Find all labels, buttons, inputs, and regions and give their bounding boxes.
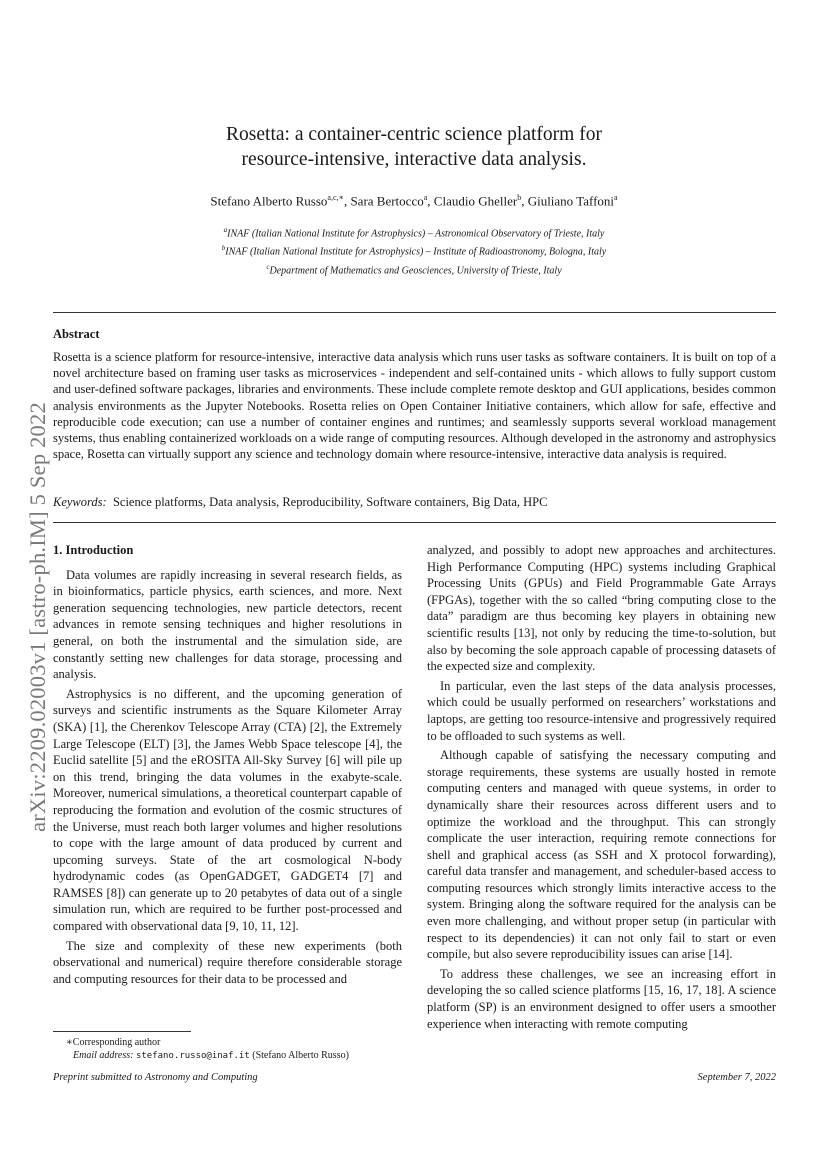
abstract-text: Rosetta is a science platform for resource-intensive, interactive data analysis which runs user tasks as software containers. It is built on top of a novel architecture based on framing user tasks as microservices - independent and self-contained units - which allows to fully support custom and user-defined software packages, libraries and environments. These include complete remote desktop and GUI applications, besides common analysis environments as the Jupyter Notebooks. Rosetta relies on Open Container Initiative containers, which allow for safe, effective and reproducible code execution; can use a number of container engines and runtimes; and seamlessly supports several workload management systems, thus enabling containerized workloads on a wide range of computing resources. Although developed in the astronomy and astrophysics space, Rosetta can virtually support any science and technology domain where resource-intensive, interactive data analysis is required.	[53, 350, 776, 462]
abstract-divider	[53, 522, 776, 523]
affiliation-a: $^a$INAF (Italian National Institute for Astrophysics) – Astronomical Observatory of Trieste, Italy	[223, 226, 605, 240]
footnote-divider	[53, 1031, 191, 1032]
arxiv-side-stamp	[18, 350, 58, 885]
email-owner: (Stefano Alberto Russo)	[252, 1050, 349, 1061]
abstract-heading: Abstract	[53, 327, 100, 341]
affiliation-c: $^c$Department of Mathematics and Geosciences, University of Trieste, Italy	[266, 262, 562, 276]
top-divider	[53, 312, 776, 313]
paragraph: Astrophysics is no different, and the upcoming generation of surveys and scientific instruments as the Square Kilometer Array (SKA) [1], the Cherenkov Telescope Array (CTA) [2], the Extremely Large Telescope (ELT) [3], the James Webb Space telescope [4], the Euclid satellite [5] and the eROSITA All-Sky Survey [6] will pile up on this trend, bringing the data volumes in the exabyte-scale. Moreover, numerical simulations, a theoretical counterpart capable of reproducing the formation and evolution of the cosmic structures of the Universe, must reach both larger volumes and higher resolutions to cope with the large amount of data produced by current and upcoming surveys. State of the art cosmological N-body hydrodynamic codes (as OpenGADGET, GADGET4 [7] and RAMSES [8]) can generate up to 20 petabytes of data out of a single simulation run, which are required to be further post-processed and compared with observational data [9, 10, 11, 12].	[53, 686, 402, 934]
affiliation-b: $^b$INAF (Italian National Institute for Astrophysics) – Institute of Radioastronomy, Bologna, Italy	[221, 244, 607, 258]
author-1-marks[interactable]: a,c,∗	[327, 193, 344, 202]
author-1: Stefano Alberto Russo	[210, 193, 328, 209]
email-link[interactable]: stefano.russo@inaf.it	[135, 1051, 250, 1061]
footer-date: September 7, 2022	[697, 1072, 776, 1083]
section-heading-introduction: 1. Introduction	[53, 543, 134, 557]
author-3-marks[interactable]: b	[517, 193, 522, 202]
author-4: , Giuliano Taffoni	[521, 193, 615, 209]
paragraph: Although capable of satisfying the necessary computing and storage requirements, these systems are usually hosted in remote computing centers and managed with queue systems, in order to dynamically share their resources across different users and to optimize the workload and the throughput. This can strongly complicate the user interaction, requiring remote connections for shell and graphical access (as SSH and X protocol forwarding), careful data transfer and management, and scheduler-based access to computing resources which strongly limits interactive access to the system. Bringing along the software required for the analysis can be even more challenging, and without proper setup (in particular with respect to its dependencies) it can not only fail to start or even compile, but also severe reproducibility issues can arise [14].	[427, 748, 776, 962]
right-column	[427, 542, 776, 1032]
paragraph: Data volumes are rapidly increasing in several research fields, as in bioinformatics, particle physics, earth sciences, and more. Next generation sequencing technologies, new particle detectors, recent advances in remote sensing techniques and higher resolutions in general, on both the instrumental and the simulation side, are constantly setting new challenges for data storage, processing and analysis.	[53, 567, 402, 682]
author-2-marks[interactable]: a	[423, 193, 428, 202]
paper-title	[0, 122, 828, 172]
author-list	[0, 193, 828, 209]
keywords	[53, 495, 776, 510]
arxiv-identifier[interactable]: arXiv:2209.02003v1 [astro-ph.IM] 5 Sep 2022	[25, 402, 50, 832]
paragraph: To address these challenges, we see an increasing effort in developing the so called science platforms [15, 16, 17, 18]. A science platform (SP) is an environment designed to offer users a smoother experience when interacting with remote computing	[427, 966, 776, 1031]
keywords-text: Science platforms, Data analysis, Reproducibility, Software containers, Big Data, HPC	[112, 495, 548, 509]
email-label: Email address:	[73, 1050, 134, 1061]
corresponding-author-note: ∗Corresponding author	[66, 1037, 161, 1048]
footer-preprint-note: Preprint submitted to Astronomy and Computing	[53, 1072, 258, 1083]
email-line	[53, 1049, 413, 1063]
title-line-1: Rosetta: a container-centric science platform for	[226, 124, 602, 145]
paragraph: In particular, even the last steps of the data analysis processes, which could be usually performed on researchers’ workstations and laptops, are getting too resource-intensive and progressively required to be offloaded to such systems as well.	[427, 678, 776, 743]
paragraph: analyzed, and possibly to adopt new approaches and architectures. High Performance Computing (HPC) systems including Graphical Processing Units (GPUs) and Field Programmable Gate Arrays (FPGAs), together with the so called “bring computing close to the data” paradigm are thus becoming key players in obtaining new scientific results [13], not only by reducing the time-to-solution, but also by becoming the sole approach capable of processing datasets of the expected size and complexity.	[427, 543, 776, 674]
author-2: , Sara Bertocco	[343, 193, 424, 209]
paragraph: The size and complexity of these new experiments (both observational and numerical) require therefore considerable storage and computing resources for their data to be processed and	[53, 938, 402, 986]
keywords-label: Keywords:	[53, 495, 107, 509]
author-4-marks[interactable]: a	[614, 193, 618, 202]
footnote	[53, 1036, 413, 1063]
title-line-2: resource-intensive, interactive data analysis.	[241, 149, 587, 170]
author-3: , Claudio Gheller	[427, 193, 518, 209]
affiliations	[0, 223, 828, 278]
left-column	[53, 542, 402, 987]
